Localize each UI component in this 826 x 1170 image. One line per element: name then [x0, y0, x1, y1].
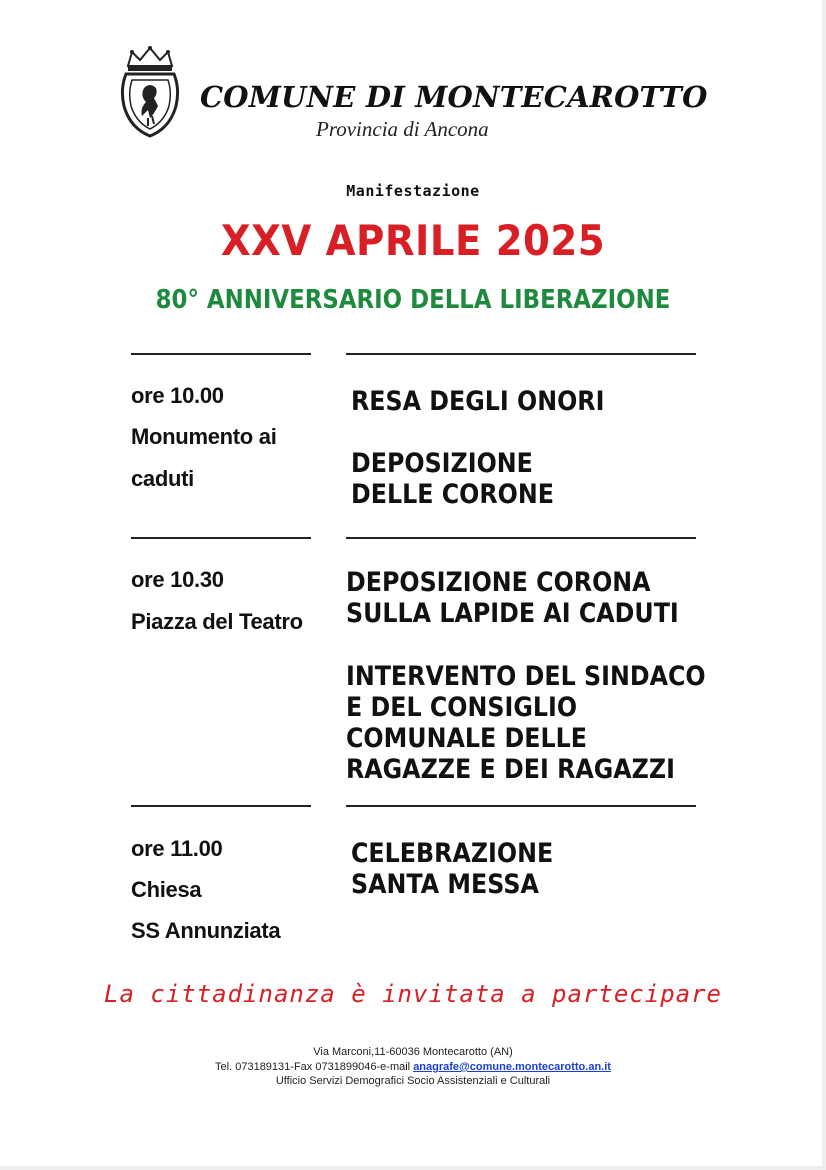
footer-email-link[interactable]: anagrafe@comune.montecarotto.an.it [413, 1061, 611, 1073]
municipal-crest-icon [118, 44, 182, 140]
activity-line: RESA DEGLI ONORI [351, 386, 605, 417]
activity-2-2 [346, 661, 706, 785]
footer-contacts [0, 1061, 826, 1073]
divider-right-2 [346, 537, 696, 539]
province-name: Provincia di Ancona [316, 117, 489, 141]
divider-right-1 [346, 353, 696, 355]
divider-right-3 [346, 805, 696, 807]
municipality-name: COMUNE DI MONTECAROTTO [200, 80, 708, 114]
activity-line: COMUNALE DELLE [346, 723, 587, 754]
activity-line: DELLE CORONE [351, 479, 554, 510]
footer-office: Ufficio Servizi Demografici Socio Assistenziali e Culturali [275, 1075, 551, 1087]
activity-line: RAGAZZE E DEI RAGAZZI [346, 754, 675, 785]
activity-line: DEPOSIZIONE [351, 448, 533, 479]
event-subtitle: 80° ANNIVERSARIO DELLA LIBERAZIONE [155, 285, 671, 315]
schedule-place-1-line-1: Monumento ai [131, 424, 277, 449]
activity-line: INTERVENTO DEL SINDACO [346, 661, 706, 692]
schedule-time-1: ore 10.00 [131, 383, 224, 408]
schedule-place-1-line-2: caduti [131, 466, 194, 491]
activity-line: E DEL CONSIGLIO [346, 692, 578, 723]
activity-line: DEPOSIZIONE CORONA [346, 567, 651, 598]
activity-1-2 [351, 448, 554, 510]
schedule-time-2: ore 10.30 [131, 567, 224, 592]
event-kind: Manifestazione [346, 182, 480, 200]
footer-phone-fax: Tel. 073189131-Fax 0731899046-e-mail [215, 1061, 414, 1073]
schedule-place-3-line-2: SS Annunziata [131, 918, 281, 943]
activity-line: SULLA LAPIDE AI CADUTI [346, 598, 679, 629]
activity-line: CELEBRAZIONE [351, 838, 554, 869]
activity-2-1 [346, 567, 679, 629]
divider-left-1 [131, 353, 311, 355]
activity-3-1 [351, 838, 553, 900]
invitation-text: La cittadinanza è invitata a partecipare [104, 980, 722, 1008]
schedule-time-3: ore 11.00 [131, 836, 223, 861]
schedule-place-3-line-1: Chiesa [131, 877, 202, 902]
schedule-place-2-line-1: Piazza del Teatro [131, 609, 303, 634]
footer-address: Via Marconi,11-60036 Montecarotto (AN) [313, 1046, 513, 1058]
event-title: XXV APRILE 2025 [220, 216, 606, 265]
activity-1-1 [351, 386, 604, 417]
divider-left-2 [131, 537, 311, 539]
activity-line: SANTA MESSA [351, 869, 539, 900]
divider-left-3 [131, 805, 311, 807]
